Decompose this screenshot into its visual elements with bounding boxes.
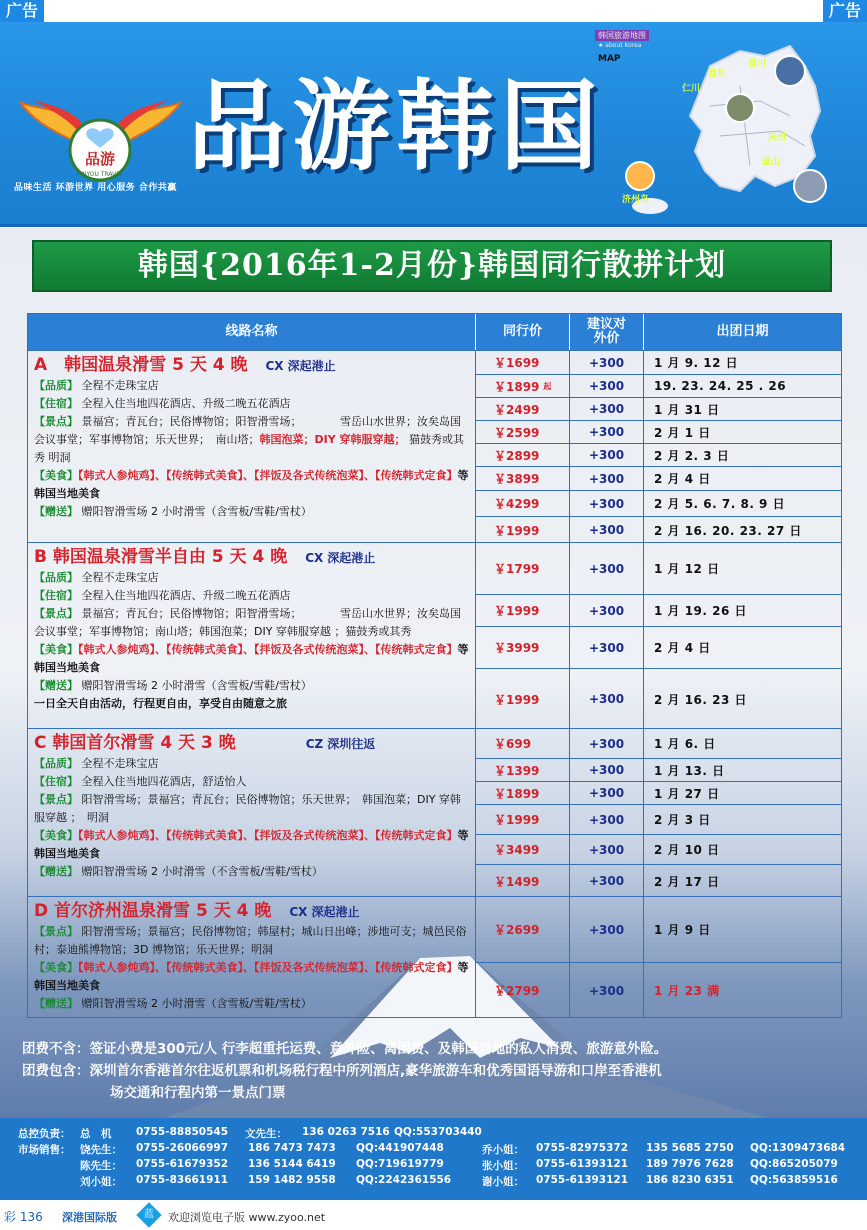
sales-tel: 0755-61679352 — [136, 1158, 229, 1170]
suggested-cell: +300 — [570, 865, 644, 897]
spots-line: 【景点】 阳智滑雪场；景福宫；青瓦台；民俗博物馆；乐天世界； 韩国泡菜；DIY 穿韩服穿越 ； 明洞 — [34, 793, 461, 824]
food-line: 【美食】【韩式人参炖鸡】、【传统韩式美食】、【拌饭及各式传统泡菜】、【传统韩式定食】等韩国当地美食 — [34, 829, 469, 860]
price-cell: ￥4299 — [476, 491, 570, 516]
price-cell: ￥2599 — [476, 421, 570, 443]
suggested-cell: +300 — [570, 398, 644, 420]
date-cell: 2 月 16. 23 日 — [654, 692, 748, 707]
sales-mobile: 135 5685 2750 — [646, 1142, 734, 1154]
date-cell: 2 月 4 日 — [654, 641, 711, 655]
price-cell: ￥2699 — [476, 897, 570, 962]
date-cell: 1 月 9 日 — [654, 923, 711, 937]
page-header — [0, 22, 867, 227]
section-c-title: C 韩国首尔滑雪 4 天 3 晚 CZ 深圳往返 — [34, 733, 376, 753]
suggested-cell: +300 — [570, 421, 644, 443]
section-d-title: D 首尔济州温泉滑雪 5 天 4 晚 CX 深起港止 — [34, 901, 360, 921]
table-header — [28, 314, 841, 350]
sales-qq: QQ:1309473684 — [750, 1142, 846, 1154]
suggested-cell: +300 — [570, 595, 644, 626]
price-cell: ￥1999 — [476, 595, 570, 626]
map-badge: 韩国旅游地图 — [595, 30, 649, 41]
suggested-cell: +300 — [570, 467, 644, 490]
wen-qq: QQ:553703440 — [394, 1126, 482, 1138]
price-cell: ￥3999 — [476, 627, 570, 668]
table-row — [476, 627, 841, 669]
date-cell-full: 1 月 23 满 — [654, 984, 720, 998]
table-row — [476, 782, 841, 805]
table-row — [476, 865, 841, 897]
table-row — [476, 835, 841, 865]
date-cell: 2 月 16. 20. 23. 27 日 — [654, 523, 802, 538]
date-cell: 2 月 1 日 — [654, 425, 711, 440]
fee-include-cont: 场交通和行程内第一景点门票 — [110, 1085, 286, 1101]
quality-line: 【品质】 全程不走珠宝店 — [34, 757, 159, 770]
suggested-cell: +300 — [570, 351, 644, 374]
table-row — [476, 421, 841, 444]
price-cell: ￥3899 — [476, 467, 570, 490]
sales-qq: QQ:2242361556 — [356, 1174, 452, 1186]
table-row — [476, 351, 841, 375]
city-jeju: 济州岛 — [622, 195, 650, 205]
suggested-cell: +300 — [570, 805, 644, 834]
suggested-cell: +300 — [570, 543, 644, 594]
table-row — [476, 444, 841, 467]
sales-mobile: 189 7976 7628 — [646, 1158, 734, 1170]
sales-tel: 0755-82975372 — [536, 1142, 629, 1154]
date-cell: 2 月 4 日 — [654, 472, 711, 486]
header-date: 出团日期 — [716, 324, 769, 339]
head-phone: 0755-88850545 — [136, 1126, 229, 1138]
spots-line: 【景点】 景福宫；青瓦台；民俗博物馆；阳智滑雪场； 雪岳山水世界；汝矣岛国会议事堂；军事博物馆；乐天世界； 南山塔；韩国泡菜；DIY 穿韩服穿越； 猫鼓秀或其秀 明洞 — [34, 415, 465, 464]
city-seoul: 首尔 — [708, 69, 727, 79]
gift-line: 【赠送】 赠阳智滑雪场 2 小时滑雪（含雪板/雪鞋/雪杖） — [34, 679, 312, 692]
section-d-details — [28, 897, 476, 1017]
suggested-cell: +300 — [570, 782, 644, 804]
price-cell: ￥1399 — [476, 759, 570, 781]
plan-banner: 韩国{2016年1-2月份}韩国同行散拼计划 — [32, 240, 832, 292]
sales-mobile: 186 8230 6351 — [646, 1174, 734, 1186]
sales-name: 张小姐： — [482, 1160, 524, 1172]
sales-name: 乔小姐： — [482, 1144, 524, 1156]
suggested-cell: +300 — [570, 627, 644, 668]
head-name: 总 机 — [80, 1128, 112, 1140]
sales-mobile: 136 5144 6419 — [248, 1158, 336, 1170]
hotel-line: 【住宿】 全程入住当地四花酒店、升级二晚五花酒店 — [34, 397, 291, 410]
price-cell: ￥1799 — [476, 543, 570, 594]
suggested-cell: +300 — [570, 444, 644, 466]
page-footer — [0, 1200, 867, 1230]
lan-badge-icon: 蓝 — [136, 1202, 161, 1227]
suggested-cell: +300 — [570, 517, 644, 543]
sales-qq: QQ:563859516 — [750, 1174, 838, 1186]
sales-name: 谢小姐： — [482, 1176, 524, 1188]
suggested-cell: +300 — [570, 835, 644, 864]
suggested-cell: +300 — [570, 375, 644, 397]
fee-exclude: 团费不含：签证小费是300元/人 行李超重托运费、意外险、离团费、及韩国当地的私人消费、旅游意外险。 — [22, 1041, 668, 1057]
city-incheon: 仁川 — [682, 84, 701, 94]
price-cell: ￥1999 — [476, 805, 570, 834]
header-price: 同行价 — [476, 314, 570, 350]
suggested-cell: +300 — [570, 963, 644, 1018]
sales-qq: QQ:441907448 — [356, 1142, 444, 1154]
section-c-details — [28, 729, 476, 896]
sales-tel: 0755-61393121 — [536, 1158, 629, 1170]
sales-tel: 0755-26066997 — [136, 1142, 229, 1154]
date-cell: 1 月 6. 日 — [654, 737, 716, 751]
price-cell: ￥3499 — [476, 835, 570, 864]
table-row — [476, 805, 841, 835]
date-cell: 2 月 10 日 — [654, 843, 720, 857]
suggested-cell: +300 — [570, 491, 644, 516]
wen-name: 文先生： — [245, 1128, 287, 1140]
gift-line: 【赠送】 赠阳智滑雪场 2 小时滑雪（含雪板/雪鞋/雪杖） — [34, 505, 312, 518]
free-day-note: 一日全天自由活动，行程更自由，享受自由随意之旅 — [34, 697, 287, 710]
section-a-title: A 韩国温泉滑雪 5 天 4 晚 CX 深起港止 — [34, 355, 336, 375]
table-row — [476, 517, 841, 543]
date-cell: 1 月 19. 26 日 — [654, 604, 748, 618]
table-row — [476, 375, 841, 398]
price-cell: ￥1499 — [476, 865, 570, 897]
date-cell: 1 月 9. 12 日 — [654, 356, 739, 370]
sales-qq: QQ:865205079 — [750, 1158, 838, 1170]
contact-panel — [0, 1118, 867, 1200]
map-label: MAP — [598, 54, 621, 64]
spots-line: 【景点】 景福宫；青瓦台；民俗博物馆；阳智滑雪场； 雪岳山水世界；汝矣岛国会议事堂；军事博物馆；南山塔；韩国泡菜；DIY 穿韩服穿越 ；猫鼓秀或其秀 — [34, 607, 461, 638]
date-cell: 1 月 27 日 — [654, 786, 720, 801]
edition-label: 深港国际版 — [62, 1211, 117, 1224]
sales-tel: 0755-83661911 — [136, 1174, 229, 1186]
suggested-cell: +300 — [570, 669, 644, 729]
table-row — [476, 669, 841, 729]
hotel-line: 【住宿】 全程入住当地四花酒店、升级二晚五花酒店 — [34, 589, 291, 602]
hotel-line: 【住宿】 全程入住当地四花酒店，舒适怡人 — [34, 775, 247, 788]
sales-name: 陈先生： — [80, 1160, 122, 1172]
table-row — [476, 467, 841, 491]
spots-line: 【景点】 阳智滑雪场；景福宫；民俗博物馆；韩屋村；城山日出峰；涉地可支；城邑民俗村；泰迪熊博物馆；3D 博物馆；乐天世界；明洞 — [34, 925, 467, 956]
price-cell: ￥1999 — [476, 669, 570, 729]
section-a-details — [28, 351, 476, 542]
date-cell: 2 月 17 日 — [654, 874, 720, 889]
price-cell: ￥1899 — [476, 782, 570, 804]
food-line: 【美食】【韩式人参炖鸡】、【传统韩式美食】、【拌饭及各式传统泡菜】、【传统韩式定食】等韩国当地美食 — [34, 961, 469, 992]
head-label: 总控负责： — [18, 1128, 71, 1140]
sales-qq: QQ:719619779 — [356, 1158, 444, 1170]
section-c — [28, 728, 841, 896]
logo-text: 品游 — [84, 150, 116, 168]
suggested-cell: +300 — [570, 759, 644, 781]
welcome-link[interactable]: 欢迎浏览电子版 www.zyoo.net — [168, 1211, 326, 1224]
price-cell: ￥1899 起 — [476, 375, 570, 397]
quality-line: 【品质】 全程不走珠宝店 — [34, 571, 159, 584]
date-cell: 1 月 31 日 — [654, 402, 720, 417]
header-suggested: 建议对外价 — [570, 314, 644, 350]
sales-name: 饶先生： — [80, 1144, 122, 1156]
table-row — [476, 897, 841, 963]
price-cell: ￥2899 — [476, 444, 570, 466]
gift-line: 【赠送】 赠阳智滑雪场 2 小时滑雪（含雪板/雪鞋/雪杖） — [34, 997, 312, 1010]
slogan: 品味生活 环游世界 用心服务 合作共赢 — [14, 183, 177, 193]
logo-sub: PINYOU TRAVEL — [76, 171, 124, 178]
section-b — [28, 542, 841, 728]
table-row — [476, 759, 841, 782]
food-line: 【美食】【韩式人参炖鸡】、【传统韩式美食】、【拌饭及各式传统泡菜】、【传统韩式定食】等韩国当地美食 — [34, 469, 469, 500]
date-cell: 19. 23. 24. 25 . 26 — [654, 379, 787, 393]
table-row — [476, 729, 841, 759]
itinerary-table — [27, 313, 842, 1018]
fee-notes — [22, 1038, 852, 1104]
date-cell: 2 月 5. 6. 7. 8. 9 日 — [654, 497, 786, 511]
page-title: 品游韩国 — [188, 69, 605, 184]
section-b-title: B 韩国温泉滑雪半自由 5 天 4 晚 CX 深起港止 — [34, 547, 376, 567]
city-chuncheon: 春川 — [748, 59, 767, 69]
sales-mobile: 186 7473 7473 — [248, 1142, 336, 1154]
date-cell: 2 月 2. 3 日 — [654, 448, 730, 463]
city-busan: 釜山 — [762, 157, 781, 167]
price-cell: ￥699 — [476, 729, 570, 758]
table-row — [476, 543, 841, 595]
date-cell: 1 月 13. 日 — [654, 763, 725, 778]
price-cell: ￥2799 — [476, 963, 570, 1018]
suggested-cell: +300 — [570, 897, 644, 962]
price-cell: ￥1999 — [476, 517, 570, 543]
map-subtitle: ★ about Korea — [598, 42, 642, 49]
suggested-cell: +300 — [570, 729, 644, 758]
fee-include: 团费包含：深圳首尔香港首尔往返机票和机场税行程中所列酒店,豪华旅游车和优秀国语导游和口岸至香港机 — [22, 1063, 662, 1079]
header-route: 线路名称 — [28, 314, 476, 350]
sales-name: 刘小姐： — [80, 1176, 122, 1188]
korea-map — [590, 26, 840, 226]
price-cell: ￥1699 — [476, 351, 570, 374]
date-cell: 2 月 3 日 — [654, 813, 711, 827]
table-row — [476, 595, 841, 627]
sales-tel: 0755-61393121 — [536, 1174, 629, 1186]
market-label: 市场销售： — [18, 1144, 71, 1156]
section-a — [28, 350, 841, 542]
date-cell: 1 月 12 日 — [654, 562, 720, 576]
city-gyeongju: 庆州 — [768, 133, 787, 143]
table-row — [476, 398, 841, 421]
quality-line: 【品质】 全程不走珠宝店 — [34, 379, 159, 392]
section-d — [28, 896, 841, 1017]
price-cell: ￥2499 — [476, 398, 570, 420]
pinyou-logo — [18, 72, 183, 192]
food-line: 【美食】【韩式人参炖鸡】、【传统韩式美食】、【拌饭及各式传统泡菜】、【传统韩式定食】等韩国当地美食 — [34, 643, 469, 674]
ad-tag-left: 广告 — [0, 0, 44, 22]
wen-phone: 136 0263 7516 — [302, 1126, 390, 1138]
page-number: 彩 136 — [4, 1210, 43, 1224]
sales-mobile: 159 1482 9558 — [248, 1174, 336, 1186]
table-row — [476, 963, 841, 1018]
section-b-details — [28, 543, 476, 728]
table-row — [476, 491, 841, 517]
ad-tag-right: 广告 — [823, 0, 867, 22]
gift-line: 【赠送】 赠阳智滑雪场 2 小时滑雪（不含雪板/雪鞋/雪杖） — [34, 865, 323, 878]
